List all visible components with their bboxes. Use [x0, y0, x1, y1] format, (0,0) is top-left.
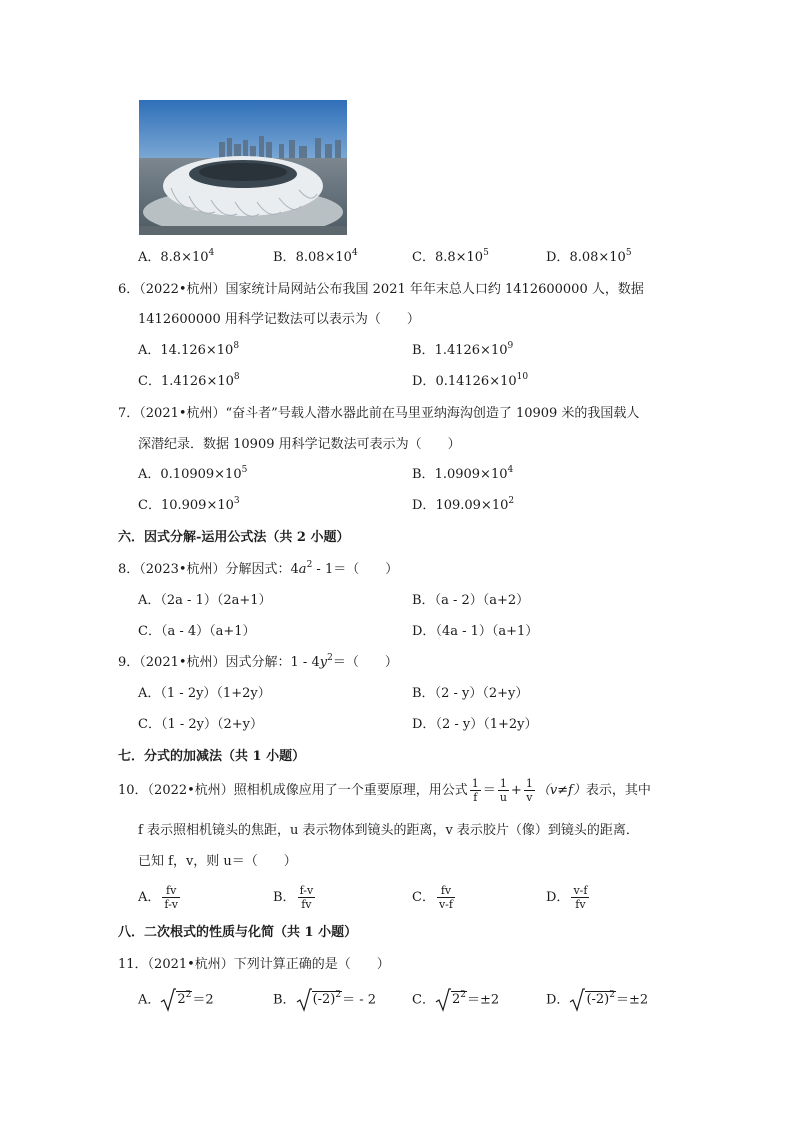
option-text: （2 - y）（1+2y） — [435, 717, 538, 732]
stem-text: ＝（ ） — [332, 655, 398, 670]
option-letter: D． — [412, 498, 436, 513]
q10-option-d[interactable] — [546, 881, 591, 915]
option-letter: C． — [138, 624, 161, 639]
q11-option-a[interactable] — [138, 986, 214, 1015]
q10-stem-line3: 已知 f，v，则 u＝（ ） — [138, 854, 297, 869]
fraction-denominator: f — [470, 790, 481, 804]
q5-option-b[interactable] — [273, 248, 358, 268]
option-letter: B． — [273, 992, 296, 1008]
stem-exponent: 2 — [327, 653, 333, 663]
q7-option-b[interactable] — [412, 465, 513, 485]
radicand-exponent: 2 — [460, 990, 466, 1000]
option-letter: B． — [273, 250, 296, 265]
q9-option-d[interactable] — [412, 715, 538, 735]
option-letter: A． — [138, 686, 161, 701]
fraction-numerator: f-v — [299, 884, 314, 897]
radicand-exponent: 2 — [335, 990, 342, 1000]
option-letter: C． — [412, 890, 435, 905]
option-letter: A． — [138, 467, 161, 482]
stem-text: - 1＝（ ） — [312, 562, 399, 577]
q8-option-b[interactable] — [412, 591, 529, 611]
sqrt-icon — [296, 988, 312, 1012]
option-text: （a - 2）（a+2） — [434, 593, 530, 608]
stem-text: 8．（2023•杭州）分解因式：4 — [118, 562, 299, 577]
fraction-denominator: f-v — [164, 898, 179, 911]
option-letter: D． — [546, 250, 570, 265]
option-text: 8.8×10 — [434, 250, 484, 265]
q8-option-d[interactable] — [412, 622, 538, 642]
fraction-denominator: v — [524, 790, 535, 804]
radicand — [176, 991, 192, 1007]
option-fraction — [437, 884, 455, 911]
option-exponent: 9 — [507, 341, 514, 351]
option-letter: B． — [412, 467, 435, 482]
section-heading-fraction-addition: 七．分式的加减法（共 1 小题） — [118, 749, 306, 764]
q11-option-c[interactable] — [412, 986, 499, 1015]
option-text: （2 - y）（2+y） — [434, 686, 529, 701]
condition-text: （v≠f） — [536, 783, 586, 798]
sqrt-icon — [160, 988, 176, 1012]
option-letter: A． — [138, 992, 161, 1008]
radicand-base: (-2) — [312, 992, 336, 1007]
option-text: （2a - 1）（2a+1） — [160, 593, 272, 608]
option-letter: D． — [412, 624, 436, 639]
sqrt-icon — [569, 988, 585, 1012]
q7-option-d[interactable] — [412, 496, 514, 516]
stem-text: 表示，其中 — [585, 783, 651, 798]
fraction-denominator: fv — [298, 897, 316, 911]
option-letter: C． — [412, 250, 435, 265]
q6-option-a[interactable] — [138, 341, 239, 361]
radical — [296, 986, 343, 1014]
option-letter: D． — [412, 717, 436, 732]
option-exponent: 8 — [233, 372, 240, 382]
fraction-denominator: v-f — [438, 898, 453, 911]
q9-stem — [118, 653, 398, 673]
fraction-numerator: fv — [440, 884, 452, 897]
option-text: （4a - 1）（a+1） — [435, 624, 539, 639]
q11-option-d[interactable] — [546, 986, 648, 1015]
q10-option-b[interactable] — [273, 881, 317, 915]
option-exponent: 4 — [351, 248, 358, 258]
sqrt-icon — [435, 988, 451, 1012]
stem-text: 9．（2021•杭州）因式分解：1 - 4 — [118, 655, 320, 670]
option-letter: B． — [412, 343, 435, 358]
stem-variable: a — [298, 562, 307, 577]
section-heading-radicals: 八．二次根式的性质与化简（共 1 小题） — [118, 925, 358, 940]
option-text: 8.08×10 — [295, 250, 352, 265]
option-letter: B． — [273, 890, 296, 905]
option-text: 8.08×10 — [569, 250, 626, 265]
radicand-base: (-2) — [586, 992, 610, 1007]
fraction-1-over-f — [470, 777, 481, 804]
option-result: ＝ - 2 — [342, 992, 377, 1008]
q9-option-b[interactable] — [412, 684, 528, 704]
option-text: 10.909×10 — [160, 498, 234, 513]
option-exponent: 5 — [241, 465, 248, 475]
option-letter: D． — [546, 890, 570, 905]
q6-stem-line2: 1412600000 用科学记数法可以表示为（ ） — [138, 312, 420, 327]
option-letter: A． — [138, 250, 161, 265]
q7-option-a[interactable] — [138, 465, 247, 485]
q8-stem — [118, 560, 398, 580]
q5-option-c[interactable] — [412, 248, 489, 268]
option-letter: A． — [138, 890, 161, 905]
option-text: （a - 4）（a+1） — [160, 624, 256, 639]
radicand-exponent: 2 — [609, 990, 615, 1000]
option-text: 1.0909×10 — [434, 467, 508, 482]
q10-stem-line1 — [118, 776, 651, 806]
q10-option-a[interactable] — [138, 881, 182, 915]
radicand — [312, 991, 343, 1007]
q11-option-b[interactable] — [273, 986, 376, 1015]
q10-option-c[interactable] — [412, 881, 457, 915]
option-exponent: 5 — [625, 248, 632, 258]
option-letter: D． — [546, 992, 570, 1008]
radicand-exponent: 2 — [185, 990, 192, 1000]
fraction-numerator: 1 — [499, 777, 507, 790]
option-fraction — [298, 884, 316, 911]
option-exponent: 8 — [233, 341, 240, 351]
option-fraction — [162, 884, 180, 911]
option-exponent: 4 — [208, 248, 215, 258]
stem-variable: y — [319, 655, 328, 670]
option-exponent: 10 — [516, 372, 529, 382]
radicand — [451, 991, 467, 1007]
q7-option-c[interactable] — [138, 496, 240, 516]
fraction-numerator: fv — [166, 884, 177, 897]
q7-stem-line2: 深潜纪录．数据 10909 用科学记数法可表示为（ ） — [138, 437, 461, 452]
option-letter: C． — [138, 498, 161, 513]
option-letter: C． — [138, 717, 161, 732]
stadium-photo — [139, 100, 347, 235]
option-text: 1.4126×10 — [434, 343, 508, 358]
option-letter: C． — [412, 992, 435, 1008]
option-text: （1 - 2y）（2+y） — [160, 717, 264, 732]
stem-exponent: 2 — [306, 560, 313, 570]
equals-sign: ＝ — [482, 783, 496, 798]
option-letter: C． — [138, 374, 161, 389]
q8-option-a[interactable] — [138, 591, 272, 611]
option-letter: B． — [412, 686, 435, 701]
option-text: 1.4126×10 — [160, 374, 234, 389]
option-text: 8.8×10 — [160, 250, 209, 265]
option-result: ＝2 — [192, 992, 214, 1008]
radicand — [585, 991, 616, 1007]
fraction-denominator: u — [499, 791, 507, 804]
option-text: （1 - 2y）（1+2y） — [160, 686, 271, 701]
option-text: 109.09×10 — [435, 498, 509, 513]
option-text: 0.10909×10 — [160, 467, 242, 482]
fraction-1-over-v — [524, 777, 535, 804]
option-letter: D． — [412, 374, 436, 389]
radical — [569, 986, 616, 1014]
radical — [160, 986, 192, 1014]
q5-option-d[interactable] — [546, 248, 632, 268]
option-letter: A． — [138, 593, 161, 608]
stem-text: 10．（2022•杭州）照相机成像应用了一个重要原理，用公式 — [118, 783, 468, 798]
option-letter: A． — [138, 343, 161, 358]
fraction-denominator: fv — [571, 897, 589, 911]
q9-option-a[interactable] — [138, 684, 271, 704]
q6-option-d[interactable] — [412, 372, 528, 392]
option-letter: B． — [412, 593, 435, 608]
option-exponent: 3 — [233, 496, 240, 506]
fraction-numerator: 1 — [525, 777, 533, 790]
q8-option-c[interactable] — [138, 622, 256, 642]
q5-option-a[interactable] — [138, 248, 214, 268]
q9-option-c[interactable] — [138, 715, 263, 735]
option-fraction — [571, 884, 589, 911]
q6-option-c[interactable] — [138, 372, 240, 392]
fraction-numerator: 1 — [471, 777, 479, 790]
option-text: 14.126×10 — [160, 343, 234, 358]
plus-sign: + — [510, 783, 522, 798]
fraction-numerator: v-f — [573, 884, 588, 897]
radicand-base: 2 — [177, 992, 186, 1007]
q6-stem-line1: 6．（2022•杭州）国家统计局网站公布我国 2021 年年末总人口约 1412600000 人，数据 — [118, 282, 644, 297]
section-heading-factorization: 六．因式分解-运用公式法（共 2 小题） — [118, 530, 350, 545]
option-text: 0.14126×10 — [435, 374, 517, 389]
radical — [435, 986, 467, 1014]
option-exponent: 4 — [507, 465, 514, 475]
q10-stem-line2: f 表示照相机镜头的焦距，u 表示物体到镜头的距离，v 表示胶片（像）到镜头的距离． — [138, 823, 639, 838]
q11-stem: 11．（2021•杭州）下列计算正确的是（ ） — [118, 957, 390, 972]
option-exponent: 5 — [483, 248, 489, 258]
fraction-1-over-u — [498, 777, 509, 804]
q6-option-b[interactable] — [412, 341, 513, 361]
option-exponent: 2 — [508, 496, 515, 506]
q7-stem-line1: 7．（2021•杭州）“奋斗者”号载人潜水器此前在马里亚纳海沟创造了 10909 米的我国载人 — [118, 406, 640, 421]
radicand-base: 2 — [451, 992, 461, 1007]
option-result: ＝±2 — [615, 992, 649, 1008]
option-result: ＝±2 — [466, 992, 500, 1008]
